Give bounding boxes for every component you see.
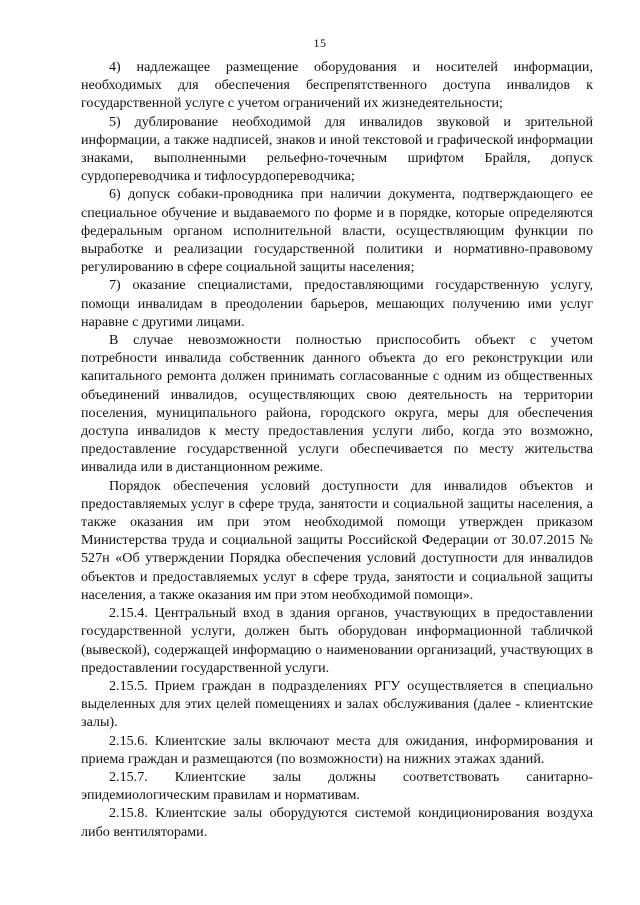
paragraph-item-5: 5) дублирование необходимой для инвалидов звуковой и зрительной информации, а также надписей, знаков и иной текстовой и графической информации знаками, выполненными рельефно-точечным шрифтом Брайля, допуск сурдопереводчика и тифлосурдопереводчика;	[81, 113, 593, 185]
paragraph-item-6: 6) допуск собаки-проводника при наличии документа, подтверждающего ее специальное обучение и выдаваемого по форме и в порядке, которые определяются федеральным органом исполнительной власти, осуществляющим функции по выработке и реализации государственной политики и нормативно-правовому регулированию в сфере социальной защиты населения;	[81, 186, 593, 276]
paragraph-2-15-6: 2.15.6. Клиентские залы включают места для ожидания, информирования и приема граждан и размещаются (по возможности) на нижних этажах зданий.	[81, 732, 593, 767]
paragraph-2-15-4: 2.15.4. Центральный вход в здания органов, участвующих в предоставлении государственной услуги, должен быть оборудован информационной табличкой (вывеской), содержащей информацию о наименовании организаций, участвующих в предоставлении государственной услуги.	[81, 605, 593, 676]
paragraph-item-4: 4) надлежащее размещение оборудования и носителей информации, необходимых для обеспечения беспрепятственного доступа инвалидов к государственной услуге с учетом ограничений их жизнедеятельности;	[81, 59, 593, 112]
paragraph-2-15-7: 2.15.7. Клиентские залы должны соответствовать санитарно-эпидемиологическим правилам и нормативам.	[81, 768, 593, 804]
page-number: 15	[313, 36, 327, 50]
paragraph-item-7: 7) оказание специалистами, предоставляющими государственную услугу, помощи инвалидам в преодолении барьеров, мешающих получению ими услуг наравне с другими лицами.	[81, 277, 593, 330]
paragraph-impossibility-case: В случае невозможности полностью приспособить объект с учетом потребности инвалида собственник данного объекта до его реконструкции или капитального ремонта должен принимать согласованные с одним из общественных объединений инвалидов, осуществляющих свою деятельность на территории поселения, муниципального района, городского округа, меры для обеспечения доступа инвалидов к месту предоставления услуги либо, когда это возможно, предоставление государственной услуги обеспечивается по месту жительства инвалида или в дистанционном режиме.	[81, 332, 593, 476]
document-body	[81, 58, 593, 841]
paragraph-accessibility-order: Порядок обеспечения условий доступности для инвалидов объектов и предоставляемых услуг в сфере труда, занятости и социальной защиты населения, а также оказания им при этом необходимой помощи утвержден приказом Министерства труда и социальной защиты Российской Федерации от 30.07.2015 № 527н «Об утверждении Порядка обеспечения условий доступности для инвалидов объектов и предоставляемых услуг в сфере труда, занятости и социальной защиты населения, а также оказания им при этом необходимой помощи».	[81, 477, 593, 603]
paragraph-2-15-5: 2.15.5. Прием граждан в подразделениях РГУ осуществляется в специально выделенных для этих целей помещениях и залах обслуживания (далее - клиентские залы).	[81, 677, 593, 731]
paragraph-2-15-8: 2.15.8. Клиентские залы оборудуются системой кондиционирования воздуха либо вентиляторами.	[81, 805, 593, 840]
